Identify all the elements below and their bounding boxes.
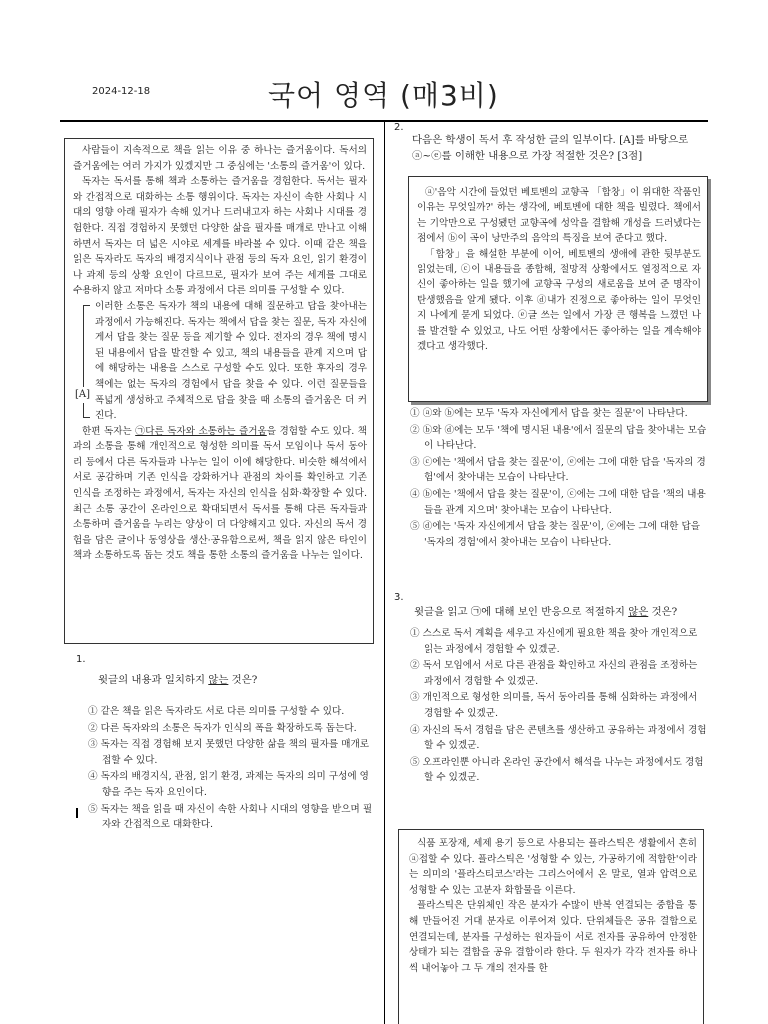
passage-paragraph: 플라스틱은 단위체인 작은 분자가 수많이 반복 연결되는 중합을 통해 만들어진 거대 분자로 이루어져 있다. 단위체들은 공유 결합으로 연결되는데, 분자를 구성하는 원자들이 서로 전자를 공유하여 안정한 상태가 되는 결합을 공유 결합이라 한다. 두 원자가 각각 전자를 하나씩 내어놓아 그 두 개의 전자를 한	[409, 900, 697, 974]
answer-option[interactable]: ② 독서 모임에서 서로 다른 관점을 확인하고 자신의 관점을 조정하는 과정에서 경험할 수 있겠군.	[410, 660, 698, 687]
passage-paragraph: 사람들이 지속적으로 책을 읽는 이유 중 하나는 즐거움이다. 독서의 즐거움에는 여러 가지가 있겠지만 그 중심에는 '소통의 즐거움'이 있다.	[73, 145, 367, 172]
reading-passage-1	[64, 138, 374, 644]
page-title: 국어 영역 (매3비)	[268, 79, 499, 112]
essay-paragraph: 「합창」을 해설한 부분에 이어, 베토벤의 생애에 관한 뒷부분도 읽었는데, ⓒ이 내용들을 종합해, 절망적 상황에서도 열정적으로 자신이 좋아하는 일을 했기에 교향곡 구성의 새로움을 보여 준 명작이 탄생했음을 알게 됐다. 이후 ⓓ내가 진정으로 좋아하는 일이 무엇인지 나에게 묻게 되었다. ⓔ글 쓰는 일에서 가장 큰 행복을 느꼈던 나를 발견할 수 있었고, 나도 어떤 상황에서든 좋아하는 일을 계속해야겠다고 생각했다.	[417, 248, 701, 353]
underlined-phrase-a: ㉠다른 독자와 소통하는 즐거움	[135, 425, 267, 437]
question-3-options	[410, 626, 708, 787]
answer-option[interactable]: ④ ⓑ에는 '책에서 답을 찾는 질문'이, ⓒ에는 그에 대한 답을 '책의 내용들을 관계 지으며' 찾아내는 모습이 나타난다.	[410, 488, 706, 516]
answer-option[interactable]: ② ⓑ와 ⓓ에는 모두 '책에 명시된 내용'에서 질문의 답을 찾아내는 모습이 나타난다.	[410, 424, 707, 452]
answer-option[interactable]: ③ 독자는 직접 경험해 보지 못했던 다양한 삶을 책의 필자를 매개로 접할 수 있다.	[88, 739, 370, 766]
answer-option[interactable]: ③ ⓒ에는 '책에서 답을 찾는 질문'이, ⓔ에는 그에 대한 답을 '독자의 경험'에서 찾아내는 모습이 나타난다.	[410, 456, 706, 484]
column-divider	[384, 122, 385, 1024]
essay-paragraph: ⓐ'음악 시간에 들었던 베토벤의 교향곡 「합창」이 위대한 작품인 이유는 무엇일까?' 하는 생각에, 베토벤에 대한 책을 빌렸다. 책에서는 기악만으로 구성됐던 교향곡에 성악을 결합해 개성을 드러냈다는 점에서 ⓑ이 곡이 낭만주의 음악의 특징을 보여 준다고 했다.	[417, 187, 701, 245]
question-3-number: 3.	[394, 592, 404, 603]
answer-option[interactable]: ⑤ 오프라인뿐 아니라 온라인 공간에서 해석을 나누는 과정에서도 경험할 수 있겠군.	[410, 756, 704, 784]
answer-option[interactable]: ① 같은 책을 읽은 독자라도 서로 다른 의미를 구성할 수 있다.	[88, 706, 345, 717]
answer-option[interactable]: ⑤ 독자는 책을 읽을 때 자신이 속한 사회나 시대의 영향을 받으며 필자와 간접적으로 대화한다.	[88, 803, 373, 831]
section-a-text: 이러한 소통은 독자가 책의 내용에 대해 질문하고 답을 찾아내는 과정에서 가능해진다. 독자는 책에서 답을 찾는 질문, 독자 자신에게서 답을 찾는 질문 등을 제기할 수 있다. 전자의 경우 책에 명시된 내용에서 답을 발견할 수 있고, 책의 내용들을 관계 지으며 답에 해당하는 내용을 스스로 구성할 수도 있다. 또한 후자의 경우 책에는 없는 독자의 경험에서 답을 찾을 수 있다. 이런 질문들을 폭넓게 생성하고 주체적으로 답을 찾을 때 소통의 즐거움은 더 커진다.	[95, 300, 367, 422]
question-1-options	[88, 704, 376, 834]
answer-option[interactable]: ④ 자신의 독서 경험을 담은 콘텐츠를 생산하고 공유하는 과정에서 경험할 수 있겠군.	[410, 724, 707, 752]
question-1-stem: 윗글의 내용과 일치하지 않는 것은?	[98, 674, 258, 686]
section-a-marker: [A]	[75, 387, 90, 403]
passage-paragraph: 독자는 독서를 통해 책과 소통하는 즐거움을 경험한다. 독서는 필자와 간접적으로 대화하는 소통 행위이다. 독자는 자신이 속한 사회나 시대의 영향 아래 필자가 속해 있거나 드러내고자 하는 사회나 시대를 경험한다. 직접 경험하지 못했던 다양한 삶을 필자를 매개로 만나고 이해하면서 독자는 더 넓은 시야로 세계를 바라볼 수 있다. 이때 같은 책을 읽은 독자라도 독자의 배경지식이나 관점 등의 독자 요인, 읽기 환경이나 과제 등의 상황 요인이 다르므로, 필자가 보여 주는 세계를 그대로 수용하지 않고 저마다 소통 과정에서 다른 의미를 구성할 수 있다.	[73, 176, 367, 297]
passage-paragraph: 식품 포장재, 세제 용기 등으로 사용되는 플라스틱은 생활에서 흔히 ⓐ접할 수 있다. 플라스틱은 '성형할 수 있는, 가공하기에 적합한'이라는 의미의 '플라스티코스'라는 그리스어에서 온 말로, 열과 압력으로 성형할 수 있는 고분자 화합물을 이른다.	[409, 838, 697, 896]
question-2-stem: 다음은 학생이 독서 후 작성한 글의 일부이다. [A]를 바탕으로 ⓐ~ⓔ를 이해한 내용으로 가장 적절한 것은? [3점]	[412, 134, 689, 162]
exam-date: 2024-12-18	[92, 86, 151, 97]
answer-option[interactable]: ① 스스로 독서 계획을 세우고 자신에게 필요한 책을 찾아 개인적으로 읽는 과정에서 경험할 수 있겠군.	[410, 628, 698, 655]
answer-option[interactable]: ⑤ ⓓ에는 '독자 자신에게서 답을 찾는 질문'이, ⓔ에는 그에 대한 답을 '독자의 경험'에서 찾아내는 모습이 나타난다.	[410, 521, 701, 548]
answer-option[interactable]: ④ 독자의 배경지식, 관점, 읽기 환경, 과제는 독자의 의미 구성에 영향을 주는 독자 요인이다.	[88, 771, 369, 798]
answer-option[interactable]: ② 다른 독자와의 소통은 독자가 인식의 폭을 확장하도록 돕는다.	[88, 722, 357, 734]
passage-paragraph: 한편 독자는 ㉠다른 독자와 소통하는 즐거움을 경험할 수도 있다. 책과의 소통을 통해 개인적으로 형성한 의미를 독서 모임이나 독서 동아리 등에서 다른 독자들과 나누는 일이 이에 해당한다. 비슷한 해석에서 서로 공감하며 기존 인식을 강화하거나 관점의 차이를 확인하고 기존 인식을 조정하는 과정에서, 독자는 자신의 인식을 심화·확장할 수 있다. 최근 소통 공간이 온라인으로 확대되면서 독서를 통해 다른 독자들과 소통하며 즐거움을 누리는 양상이 더 다양해지고 있다. 자신의 독서 경험을 담은 글이나 동영상을 생산·공유함으로써, 책을 읽지 않은 타인이 책과 소통하도록 돕는 것도 책을 통한 소통의 즐거움을 나누는 일이다.	[73, 425, 368, 562]
question-2-options	[410, 406, 708, 551]
answer-option[interactable]: ③ 개인적으로 형성한 의미를, 독서 동아리를 통해 심화하는 과정에서 경험할 수 있겠군.	[410, 692, 698, 719]
question-3-stem: 윗글을 읽고 ㉠에 대해 보인 반응으로 적절하지 않은 것은?	[414, 606, 678, 618]
student-essay-box	[408, 176, 708, 402]
reading-passage-2	[398, 829, 704, 1024]
answer-option[interactable]: ① ⓐ와 ⓑ에는 모두 '독자 자신에게서 답을 찾는 질문'이 나타난다.	[410, 408, 688, 419]
question-1-number: 1.	[76, 654, 86, 665]
question-2-number: 2.	[394, 122, 404, 133]
section-a	[73, 299, 367, 424]
margin-mark	[76, 808, 78, 818]
